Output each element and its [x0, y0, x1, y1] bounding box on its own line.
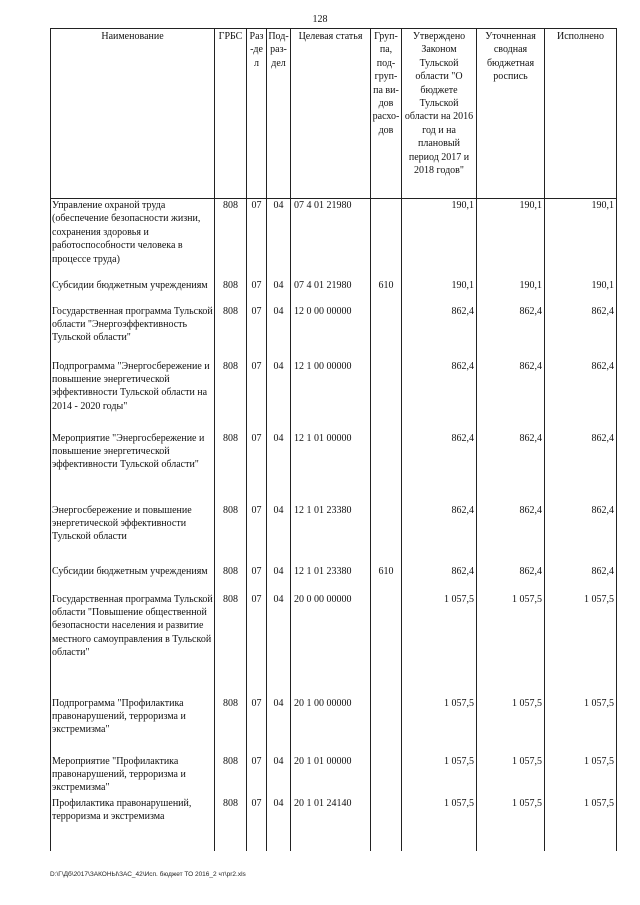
- cell-section: 07: [247, 360, 267, 432]
- cell-section: 07: [247, 504, 267, 565]
- cell-revised: 190,1: [477, 199, 545, 279]
- cell-target: 12 1 01 23380: [291, 565, 371, 593]
- cell-executed: 862,4: [545, 504, 617, 565]
- cell-target: 12 1 00 00000: [291, 360, 371, 432]
- cell-subsection: 04: [267, 565, 291, 593]
- header-row: [51, 29, 617, 199]
- cell-grbs: 808: [215, 305, 247, 360]
- cell-grbs: 808: [215, 565, 247, 593]
- cell-target: 07 4 01 21980: [291, 279, 371, 305]
- cell-group: 610: [371, 279, 402, 305]
- column-header-executed: Исполнено: [545, 29, 617, 199]
- cell-revised: 1 057,5: [477, 593, 545, 697]
- cell-subsection: 04: [267, 279, 291, 305]
- cell-section: 07: [247, 755, 267, 797]
- cell-grbs: 808: [215, 697, 247, 755]
- cell-executed: 1 057,5: [545, 593, 617, 697]
- cell-target: 20 1 00 00000: [291, 697, 371, 755]
- cell-executed: 862,4: [545, 432, 617, 504]
- cell-group: [371, 797, 402, 851]
- cell-revised: 190,1: [477, 279, 545, 305]
- column-header-group: Груп-па, под-груп-па ви-дов расхо-дов: [371, 29, 402, 199]
- table-row: [51, 279, 617, 305]
- column-header-subsection: Под-раз-дел: [267, 29, 291, 199]
- cell-executed: 190,1: [545, 279, 617, 305]
- cell-subsection: 04: [267, 305, 291, 360]
- cell-group: 610: [371, 565, 402, 593]
- cell-name: Подпрограмма "Энергосбережение и повышение энергетической эффективности Тульской области на 2014 - 2020 годы": [51, 360, 215, 432]
- cell-revised: 1 057,5: [477, 755, 545, 797]
- cell-group: [371, 360, 402, 432]
- cell-name: Мероприятие "Энергосбережение и повышение энергетической эффективности Тульской области": [51, 432, 215, 504]
- column-header-approved: Утверждено Законом Тульской области "О бюджете Тульской области на 2016 год и на плановый период 2017 и 2018 годов": [402, 29, 477, 199]
- cell-target: 07 4 01 21980: [291, 199, 371, 279]
- cell-revised: 862,4: [477, 305, 545, 360]
- cell-approved: 862,4: [402, 305, 477, 360]
- cell-section: 07: [247, 199, 267, 279]
- cell-section: 07: [247, 279, 267, 305]
- cell-approved: 1 057,5: [402, 755, 477, 797]
- table-row: [51, 565, 617, 593]
- budget-table: [50, 28, 617, 851]
- cell-group: [371, 432, 402, 504]
- cell-grbs: 808: [215, 593, 247, 697]
- cell-subsection: 04: [267, 432, 291, 504]
- cell-revised: 862,4: [477, 504, 545, 565]
- table-header: [51, 29, 617, 199]
- cell-group: [371, 305, 402, 360]
- cell-approved: 190,1: [402, 199, 477, 279]
- column-header-section: Раз-дел: [247, 29, 267, 199]
- page-number: 128: [312, 14, 328, 25]
- cell-name: Мероприятие "Профилактика правонарушений, терроризма и экстремизма": [51, 755, 215, 797]
- cell-name: Субсидии бюджетным учреждениям: [51, 565, 215, 593]
- cell-grbs: 808: [215, 755, 247, 797]
- cell-group: [371, 697, 402, 755]
- cell-approved: 862,4: [402, 504, 477, 565]
- cell-subsection: 04: [267, 199, 291, 279]
- cell-revised: 862,4: [477, 432, 545, 504]
- file-path-footer: D:\Г\Дб\2017\ЗАКОНЫ\ЗАС_42\Исп. бюджет ТО 2016_2 чт\pr2.xls: [50, 871, 246, 878]
- cell-executed: 1 057,5: [545, 697, 617, 755]
- cell-approved: 190,1: [402, 279, 477, 305]
- cell-subsection: 04: [267, 360, 291, 432]
- cell-approved: 1 057,5: [402, 697, 477, 755]
- table-row: [51, 305, 617, 360]
- cell-approved: 862,4: [402, 360, 477, 432]
- cell-target: 20 1 01 24140: [291, 797, 371, 851]
- table-row: [51, 697, 617, 755]
- cell-grbs: 808: [215, 504, 247, 565]
- cell-name: Субсидии бюджетным учреждениям: [51, 279, 215, 305]
- cell-name: Управление охраной труда (обеспечение безопасности жизни, сохранения здоровья и работоспособности человека в процессе труда): [51, 199, 215, 279]
- cell-group: [371, 755, 402, 797]
- table-row: [51, 593, 617, 697]
- table-row: [51, 755, 617, 797]
- cell-subsection: 04: [267, 697, 291, 755]
- column-header-target: Целевая статья: [291, 29, 371, 199]
- cell-approved: 862,4: [402, 432, 477, 504]
- cell-approved: 1 057,5: [402, 797, 477, 851]
- cell-target: 20 0 00 00000: [291, 593, 371, 697]
- cell-target: 12 1 01 23380: [291, 504, 371, 565]
- cell-grbs: 808: [215, 432, 247, 504]
- cell-name: Государственная программа Тульской области "Повышение общественной безопасности населения и развитие местного самоуправления в Тульской области": [51, 593, 215, 697]
- cell-revised: 1 057,5: [477, 797, 545, 851]
- table-row: [51, 360, 617, 432]
- cell-target: 20 1 01 00000: [291, 755, 371, 797]
- cell-name: Государственная программа Тульской области "Энергоэффективность Тульской области": [51, 305, 215, 360]
- cell-group: [371, 199, 402, 279]
- cell-subsection: 04: [267, 797, 291, 851]
- column-header-grbs: ГРБС: [215, 29, 247, 199]
- cell-section: 07: [247, 305, 267, 360]
- cell-executed: 862,4: [545, 305, 617, 360]
- cell-revised: 862,4: [477, 360, 545, 432]
- cell-section: 07: [247, 593, 267, 697]
- table-row: [51, 797, 617, 851]
- column-header-name: Наименование: [51, 29, 215, 199]
- cell-subsection: 04: [267, 593, 291, 697]
- cell-name: Подпрограмма "Профилактика правонарушений, терроризма и экстремизма": [51, 697, 215, 755]
- cell-revised: 862,4: [477, 565, 545, 593]
- cell-executed: 1 057,5: [545, 755, 617, 797]
- cell-grbs: 808: [215, 360, 247, 432]
- cell-section: 07: [247, 432, 267, 504]
- table-row: [51, 432, 617, 504]
- table-body: [51, 199, 617, 851]
- cell-executed: 862,4: [545, 360, 617, 432]
- table-row: [51, 504, 617, 565]
- column-header-revised: Уточненная сводная бюджетная роспись: [477, 29, 545, 199]
- cell-approved: 1 057,5: [402, 593, 477, 697]
- cell-name: Профилактика правонарушений, терроризма и экстремизма: [51, 797, 215, 851]
- cell-approved: 862,4: [402, 565, 477, 593]
- table-row: [51, 199, 617, 279]
- cell-revised: 1 057,5: [477, 697, 545, 755]
- cell-grbs: 808: [215, 199, 247, 279]
- cell-target: 12 1 01 00000: [291, 432, 371, 504]
- cell-executed: 862,4: [545, 565, 617, 593]
- cell-target: 12 0 00 00000: [291, 305, 371, 360]
- cell-name: Энергосбережение и повышение энергетической эффективности Тульской области: [51, 504, 215, 565]
- cell-grbs: 808: [215, 279, 247, 305]
- cell-executed: 1 057,5: [545, 797, 617, 851]
- cell-grbs: 808: [215, 797, 247, 851]
- cell-group: [371, 504, 402, 565]
- cell-subsection: 04: [267, 504, 291, 565]
- cell-section: 07: [247, 797, 267, 851]
- cell-subsection: 04: [267, 755, 291, 797]
- cell-group: [371, 593, 402, 697]
- cell-section: 07: [247, 565, 267, 593]
- cell-section: 07: [247, 697, 267, 755]
- cell-executed: 190,1: [545, 199, 617, 279]
